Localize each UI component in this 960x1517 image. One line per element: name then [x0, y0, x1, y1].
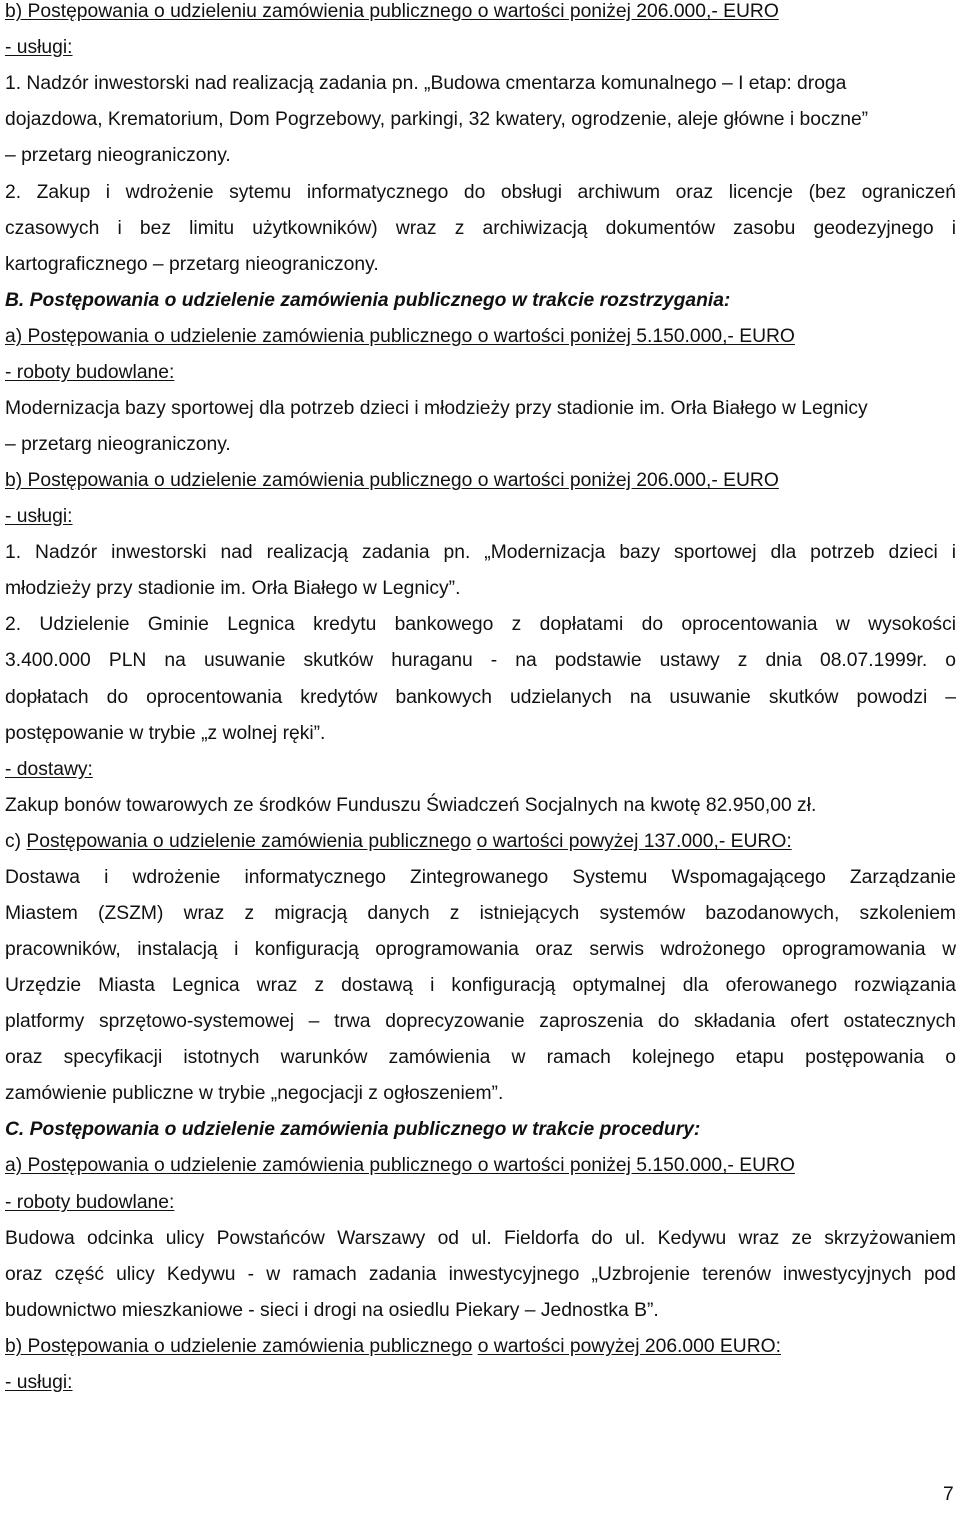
body-text: młodzieży przy stadionie im. Orła Białego w Legnicy”. [5, 578, 461, 599]
underlined-text: b) Postępowania o udzielenie zamówienia publicznego [5, 1336, 473, 1357]
body-text: dopłatach do oprocentowania kredytów bankowych udzielanych na usuwanie skutków powodzi – [5, 687, 956, 708]
text-line [5, 433, 231, 457]
underlined-text: b) Postępowania o udzieleniu zamówienia publicznego o wartości poniżej 206.000,- EURO [5, 1, 779, 22]
underlined-text: - roboty budowlane: [5, 362, 175, 383]
text-line [5, 108, 868, 132]
body-text: Miastem (ZSZM) wraz z migracją danych z istniejących systemów bazodanowych, szkoleniem [5, 903, 956, 924]
body-text: czasowych i bez limitu użytkowników) wraz z archiwizacją dokumentów zasobu geodezyjnego i [5, 218, 956, 239]
underlined-text: o wartości powyżej 206.000 EURO: [477, 1336, 781, 1357]
text-line [5, 1227, 956, 1251]
body-text: – przetarg nieograniczony. [5, 434, 231, 455]
text-line [5, 541, 956, 565]
text-line [5, 397, 868, 421]
body-text: 2. Zakup i wdrożenie sytemu informatycznego do obsługi archiwum oraz licencje (bez ograniczeń [5, 182, 956, 203]
text-line [5, 469, 779, 493]
text-line [5, 577, 460, 601]
underlined-text: - dostawy: [5, 759, 93, 780]
text-line [5, 325, 795, 349]
body-text: Zakup bonów towarowych ze środków Funduszu Świadczeń Socjalnych na kwotę 82.950,00 zł. [5, 795, 817, 816]
body-text: Urzędzie Miasta Legnica wraz z dostawą i konfiguracją optymalnej dla oferowanego rozwiązania [5, 975, 956, 996]
text-line [5, 902, 956, 926]
text-line [5, 830, 792, 854]
text-line [5, 1335, 781, 1359]
underlined-text: a) Postępowania o udzielenie zamówienia publicznego o wartości poniżej 5.150.000,- EURO [5, 326, 795, 347]
body-text: 3.400.000 PLN na usuwanie skutków huraganu - na podstawie ustawy z dnia 08.07.1999r. o [5, 650, 956, 671]
underlined-text: a) Postępowania o udzielenie zamówienia publicznego o wartości poniżej 5.150.000,- EURO [5, 1155, 795, 1176]
text-line [5, 1371, 73, 1395]
body-text: Budowa odcinka ulicy Powstańców Warszawy od ul. Fieldorfa do ul. Kedywu wraz ze skrzyżowaniem [5, 1228, 956, 1249]
body-text: budownictwo mieszkaniowe - sieci i drogi na osiedlu Piekary – Jednostka B”. [5, 1300, 659, 1321]
text-line [5, 1299, 659, 1323]
underlined-text: - usługi: [5, 37, 73, 58]
underlined-text: b) Postępowania o udzielenie zamówienia publicznego o wartości poniżej 206.000,- EURO [5, 470, 779, 491]
text-line [5, 938, 956, 962]
text-line [5, 144, 231, 168]
body-text: kartograficznego – przetarg nieograniczony. [5, 254, 379, 275]
page-number: 7 [943, 1484, 954, 1505]
body-text: postępowanie w trybie „z wolnej ręki”. [5, 723, 326, 744]
body-text: 1. Nadzór inwestorski nad realizacją zadania pn. „Budowa cmentarza komunalnego – I etap: droga [5, 73, 847, 94]
text-line [5, 722, 325, 746]
body-text: 2. Udzielenie Gminie Legnica kredytu bankowego z dopłatami do oprocentowania w wysokości [5, 614, 956, 635]
text-line [5, 505, 73, 529]
text-line [5, 1046, 956, 1070]
text-line [5, 1263, 956, 1287]
text-line [5, 253, 379, 277]
text-line [5, 217, 956, 241]
text-line [5, 1118, 700, 1142]
body-text: zamówienie publiczne w trybie „negocjacji z ogłoszeniem”. [5, 1083, 504, 1104]
text-line [5, 1191, 174, 1215]
text-line [5, 649, 956, 673]
text-line [5, 36, 73, 60]
text-line [5, 974, 956, 998]
underlined-text: - usługi: [5, 506, 73, 527]
text-line [5, 72, 846, 96]
text-line [5, 0, 779, 24]
text-line [5, 758, 93, 782]
text-line [5, 181, 956, 205]
text-line [5, 1082, 503, 1106]
text-line [5, 289, 730, 313]
body-text: platformy sprzętowo-systemowej – trwa doprecyzowanie zaproszenia do składania ofert ostatecznych [5, 1011, 956, 1032]
section-heading: C. Postępowania o udzielenie zamówienia publicznego w trakcie procedury: [5, 1119, 701, 1140]
body-text: oraz część ulicy Kedywu - w ramach zadania inwestycyjnego „Uzbrojenie terenów inwestycyjnych pod [5, 1264, 956, 1285]
body-text: dojazdowa, Krematorium, Dom Pogrzebowy, parkingi, 32 kwatery, ogrodzenie, aleje główne i boczne” [5, 109, 869, 130]
text-line [5, 794, 816, 818]
text-line [5, 361, 174, 385]
body-text: Dostawa i wdrożenie informatycznego Zintegrowanego Systemu Wspomagającego Zarządzanie [5, 867, 956, 888]
body-text: – przetarg nieograniczony. [5, 145, 231, 166]
body-text: c) [5, 831, 27, 852]
underlined-text: Postępowania o udzielenie zamówienia publicznego [26, 831, 472, 852]
text-line [5, 1154, 795, 1178]
body-text: Modernizacja bazy sportowej dla potrzeb dzieci i młodzieży przy stadionie im. Orła Białego w Legnicy [5, 398, 868, 419]
text-line [5, 866, 956, 890]
body-text: oraz specyfikacji istotnych warunków zamówienia w ramach kolejnego etapu postępowania o [5, 1047, 956, 1068]
text-line [5, 613, 956, 637]
underlined-text: - usługi: [5, 1372, 73, 1393]
body-text: pracowników, instalacją i konfiguracją oprogramowania oraz serwis wdrożonego oprogramowania w [5, 939, 956, 960]
body-text: 1. Nadzór inwestorski nad realizacją zadania pn. „Modernizacja bazy sportowej dla potrzeb dzieci i [5, 542, 956, 563]
underlined-text: o wartości powyżej 137.000,- EURO: [476, 831, 792, 852]
text-line [5, 1010, 956, 1034]
underlined-text: - roboty budowlane: [5, 1192, 175, 1213]
text-line [5, 686, 956, 710]
section-heading: B. Postępowania o udzielenie zamówienia publicznego w trakcie rozstrzygania: [5, 290, 731, 311]
